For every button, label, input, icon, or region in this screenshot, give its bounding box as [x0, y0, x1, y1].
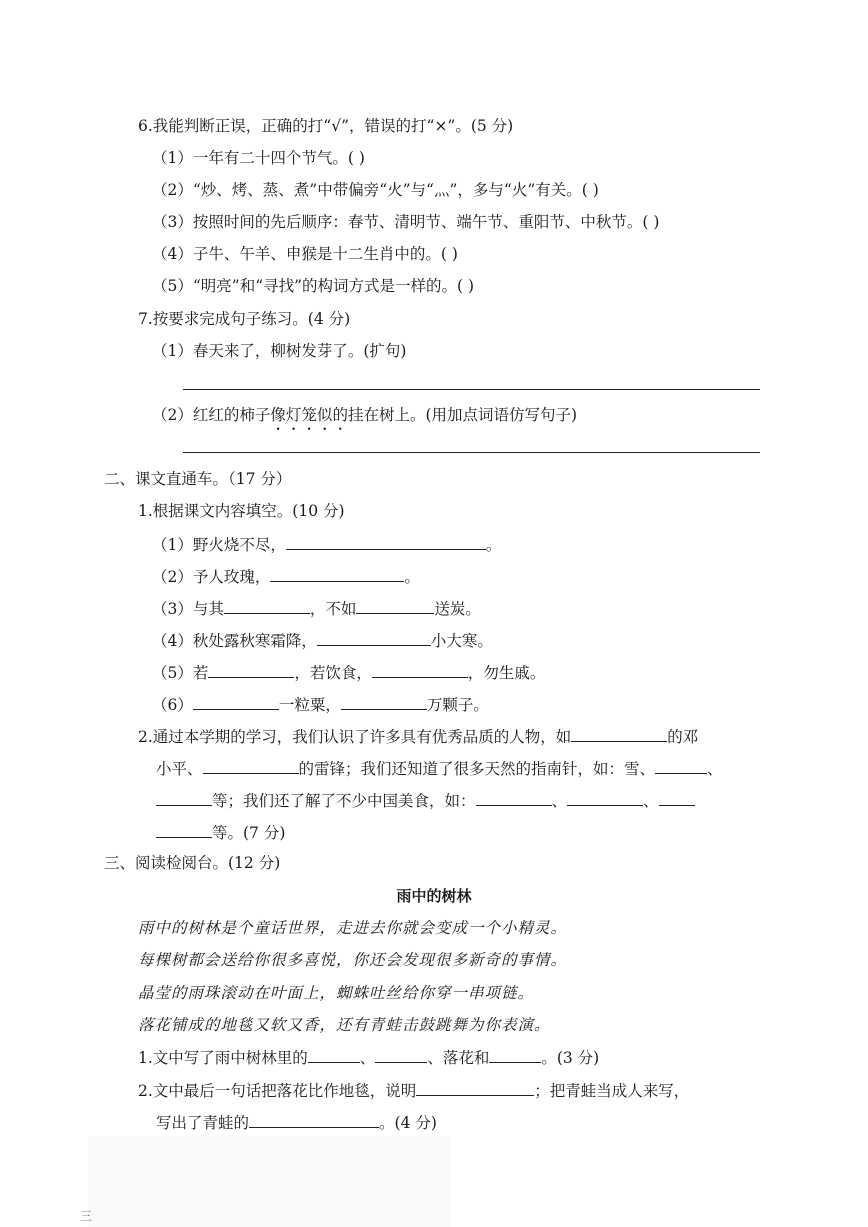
sec3-q2-line-2 [156, 1111, 437, 1133]
fill-blank[interactable] [356, 597, 434, 614]
q7-heading: 7.按要求完成句子练习。(4 分) [138, 310, 351, 328]
sec2-q1-heading: 1.根据课文内容填空。(10 分) [138, 502, 345, 520]
fill-blank[interactable] [249, 1111, 379, 1128]
fill-blank[interactable] [375, 1046, 427, 1063]
q-text: ；把青蛙当成人来写， [534, 1082, 690, 1100]
poem-line-4: 落花铺成的地毯又软又香，还有青蛙击鼓跳舞为你表演。 [138, 1016, 551, 1034]
q6-heading: 6.我能判断正误，正确的打“√”，错误的打“×”。(5 分) [138, 117, 514, 135]
dotted-char: 像 [270, 406, 286, 424]
q7-item-2-pre: （2）红红的柿子 [152, 406, 271, 424]
sec3-q1 [138, 1046, 599, 1068]
fill-line-5 [152, 661, 545, 683]
fill-blank[interactable] [571, 725, 667, 742]
q6-item-1: （1）一年有二十四个节气。( ) [152, 149, 365, 167]
q-text: 、落花和 [427, 1049, 490, 1067]
fill-text: 送炭。 [434, 600, 481, 618]
sec2-q2-line-4 [156, 821, 285, 843]
fill-blank[interactable] [224, 597, 310, 614]
fill-blank[interactable] [476, 789, 552, 806]
q2-text: 的雷锋；我们还知道了很多天然的指南针，如：雪、 [298, 760, 656, 778]
fill-blank[interactable] [203, 757, 299, 774]
q-text: 写出了青蛙的 [156, 1114, 250, 1132]
q-text: 。(3 分) [541, 1049, 600, 1067]
dotted-char: 笼 [301, 406, 317, 424]
q-text: 。(4 分) [379, 1114, 437, 1132]
fill-blank[interactable] [156, 821, 212, 838]
q6-item-4: （4）子牛、午羊、申猴是十二生肖中的。( ) [152, 245, 458, 263]
q2-text: 2.通过本学期的学习，我们认识了许多具有优秀品质的人物，如 [138, 728, 572, 746]
q2-text: 等；我们还了解了不少中国美食，如： [212, 792, 476, 810]
q2-text: 小平、 [156, 760, 203, 778]
fill-text: 万颗子。 [426, 696, 489, 714]
fill-text: 。 [485, 536, 502, 554]
section-2-heading: 二、课文直通车。（17 分） [104, 470, 292, 488]
fill-text: （5）若 [152, 664, 209, 682]
page-edge-mark: 三 [80, 1209, 93, 1223]
fill-line-2 [152, 565, 420, 587]
q7-answer-line-1[interactable] [183, 389, 760, 390]
fill-text: 一粒粟， [278, 696, 341, 714]
fill-blank[interactable] [308, 1046, 360, 1063]
poem-line-2: 每棵树都会送给你很多喜悦，你还会发现很多新奇的事情。 [138, 951, 568, 969]
section-3-heading: 三、阅读检阅台。(12 分) [104, 854, 281, 872]
dotted-char: 似 [316, 406, 333, 424]
fill-blank[interactable] [317, 629, 431, 646]
fill-blank[interactable] [193, 693, 279, 710]
sec2-q2-line-1 [138, 725, 698, 747]
fill-blank[interactable] [655, 757, 707, 774]
dotted-char: 灯 [285, 406, 302, 424]
fill-blank[interactable] [286, 533, 486, 550]
fill-blank[interactable] [156, 789, 212, 806]
fill-text: ，不如 [309, 600, 357, 618]
poem-line-1: 雨中的树林是个童话世界，走进去你就会变成一个小精灵。 [138, 919, 568, 937]
fill-line-1 [152, 533, 501, 555]
q6-item-5: （5）“明亮”和“寻找”的构词方式是一样的。( ) [152, 277, 475, 295]
fill-blank[interactable] [270, 565, 404, 582]
q-text: 2.文中最后一句话把落花比作地毯，说明 [138, 1082, 417, 1100]
sec2-q2-line-3 [156, 789, 695, 811]
fill-blank[interactable] [489, 1046, 541, 1063]
q2-text: 、 [643, 792, 659, 810]
dotted-char: 的 [332, 406, 348, 424]
q2-text: 等。(7 分) [212, 824, 286, 842]
fill-text: （6） [152, 696, 193, 714]
fill-blank[interactable] [416, 1079, 534, 1096]
q-text: 1.文中写了雨中树林里的 [138, 1049, 308, 1067]
fill-text: ，勿生戚。 [467, 664, 546, 682]
q2-text: 、 [707, 760, 723, 778]
fill-text: 小大寒。 [430, 632, 493, 650]
q7-item-2-post: 挂在树上。(用加点词语仿写句子) [347, 406, 578, 424]
q7-item-1: （1）春天来了，柳树发芽了。(扩句) [152, 342, 407, 360]
fill-text: ，若饮食， [294, 664, 372, 682]
fill-line-4 [152, 629, 493, 651]
fill-text: （2）予人玫瑰， [152, 568, 271, 586]
fill-blank[interactable] [341, 693, 427, 710]
poem-line-3: 晶莹的雨珠滚动在叶面上，蜘蛛吐丝给你穿一串项链。 [138, 984, 535, 1002]
fill-blank[interactable] [372, 661, 468, 678]
fill-blank[interactable] [659, 789, 695, 806]
fill-line-6 [152, 693, 489, 715]
fill-line-3 [152, 597, 481, 619]
fill-blank[interactable] [567, 789, 643, 806]
fill-blank[interactable] [208, 661, 294, 678]
q7-item-2 [152, 405, 577, 425]
fill-text: 。 [404, 568, 420, 586]
fill-text: （4）秋处露秋寒霜降， [152, 632, 317, 650]
sec2-q2-line-2 [156, 757, 723, 779]
fill-text: （3）与其 [152, 600, 224, 618]
q-text: 、 [359, 1049, 376, 1067]
q7-answer-line-2[interactable] [183, 452, 760, 453]
sec3-q2-line-1 [138, 1079, 689, 1101]
q6-item-2: （2）“炒、烤、蒸、煮”中带偏旁“火”与“灬”，多与“火”有关。( ) [152, 181, 599, 199]
q6-item-3: （3）按照时间的先后顺序：春节、清明节、端午节、重阳节、中秋节。( ) [152, 213, 660, 231]
q2-text: 的邓 [667, 728, 699, 746]
reading-title: 雨中的树林 [396, 887, 472, 905]
fill-text: （1）野火烧不尽， [152, 536, 286, 554]
q2-text: 、 [551, 792, 568, 810]
blank-area [88, 1136, 451, 1227]
